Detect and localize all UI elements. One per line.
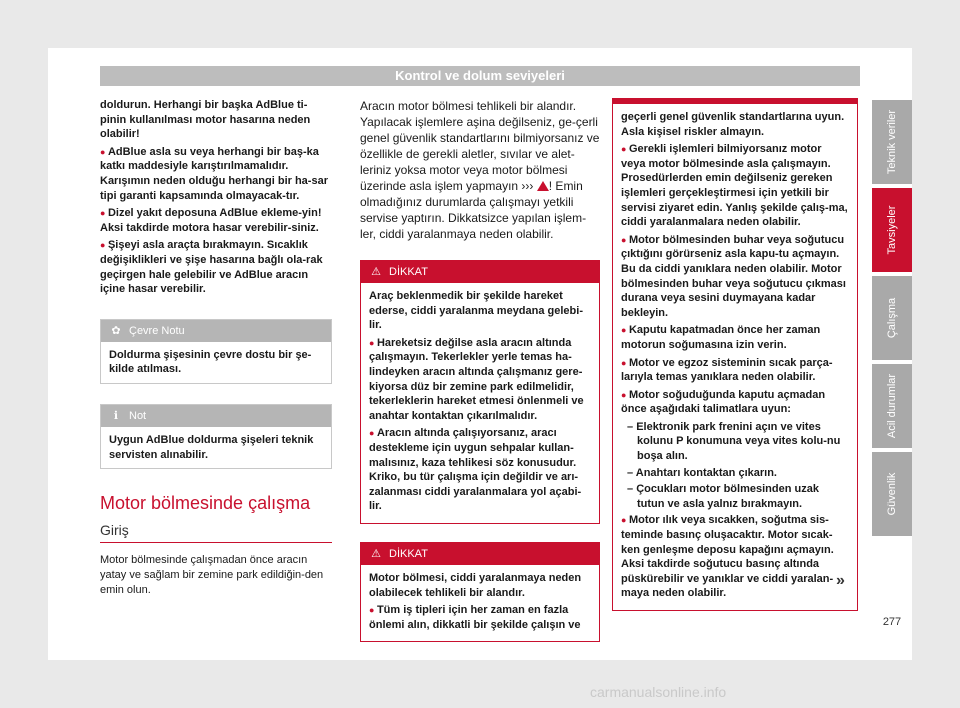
bullet-item: ● AdBlue asla su veya herhangi bir baş-ka katkı maddesiyle karıştırılmamalıdır. Karışımın neden olduğu herhangi bir ha-sar tipi garanti kapsamında olmayacak-tır. bbox=[100, 145, 332, 203]
tab-teknik-veriler[interactable]: Teknik veriler bbox=[872, 100, 912, 184]
dash-item: – Anahtarı kontaktan çıkarın. bbox=[621, 466, 849, 481]
tab-tavsiyeler[interactable]: Tavsiyeler bbox=[872, 188, 912, 272]
eco-note-text: Doldurma şişesinin çevre dostu bir şe-kilde atılması. bbox=[109, 348, 312, 376]
bullet-item: ● Dizel yakıt deposuna AdBlue ekleme-yin! Aksi takdirde motora hasar verebilir-siniz. bbox=[100, 206, 332, 235]
bullet-item: ● Motor soğuduğunda kaputu açmadan önce aşağıdaki talimatlara uyun: bbox=[621, 388, 849, 417]
bullet-item: ● Motor bölmesinden buhar veya soğutucu çıktığını görürseniz asla kapu-tu açmayın. Bu da ciddi yanıklara neden olabilir. Motor bölmesinden buhar veya soğutucu çıkması durana veya sesini duymayana kadar bekleyin. bbox=[621, 233, 849, 321]
warning-header: ⚠ DİKKAT bbox=[361, 261, 599, 283]
warning-lead: Araç beklenmedik bir şekilde hareket ederse, ciddi yaralanma meydana gelebi-lir. bbox=[369, 290, 583, 332]
bullet-item: ● Gerekli işlemleri bilmiyorsanız motor veya motor bölmesinde asla çalışmayın. Prosedürlerden emin değilseniz gereken işlemleri gerçekleştirmesi için yetkili bir servisi ziyaret edin. Yanlış şekilde çalış-ma, ciddi yaralanmalara neden olabilir. bbox=[621, 142, 849, 230]
tab-guvenlik[interactable]: Güvenlik bbox=[872, 452, 912, 536]
warning-body bbox=[613, 104, 857, 610]
dash-item: – Çocukları motor bölmesinden uzak tutun ve asla yalnız bırakmayın. bbox=[621, 482, 849, 511]
page-header: Kontrol ve dolum seviyeleri bbox=[100, 66, 860, 86]
warning-body bbox=[361, 565, 599, 641]
column-1 bbox=[100, 98, 332, 598]
bullet-item: ● Tüm iş tipleri için her zaman en fazla önlemi alın, dikkatli bir şekilde çalışın ve bbox=[369, 603, 591, 632]
eco-note-box bbox=[100, 319, 332, 384]
watermark: carmanualsonline.info bbox=[590, 684, 727, 700]
bullet-item: ● Şişeyi asla araçta bırakmayın. Sıcaklık değişiklikleri ve şişe hasarına bağlı ola-rak geçirgen hale gelebilir ve AdBlue aracın içine hasar verebilir. bbox=[100, 238, 332, 296]
bullet-item: ● Motor ılık veya sıcakken, soğutma sis-teminde basınç oluşacaktır. Motor sıcak-ken genleşme deposu kapağını açmayın. Aksi takdirde soğutucu basınç altında püskürebilir ve yanıklar ve ciddi yaralan-maya neden olabilir. bbox=[621, 513, 849, 601]
eco-note-header: ✿ Çevre Notu bbox=[101, 320, 331, 342]
warning-box-1 bbox=[360, 260, 600, 524]
bullet-item: ● Hareketsiz değilse asla aracın altında çalışmayın. Tekerlekler yerle temas ha-lindeyken aracın altında çalışmanız gere-kiyorsa düz bir zemine park edilmelidir, tekerleklerin hareket etmesi önlenmeli ve anahtar kontaktan çıkarılmalıdır. bbox=[369, 336, 591, 424]
warning-header: ⚠ DİKKAT bbox=[361, 543, 599, 565]
dash-item: – Elektronik park frenini açın ve vites kolunu P konumuna veya vites kolu-nu boşa alın. bbox=[621, 420, 849, 464]
section-title: Motor bölmesinde çalışma bbox=[100, 493, 311, 514]
warning-box-2 bbox=[360, 542, 600, 642]
warning-lead: geçerli genel güvenlik standartlarına uyun. Asla kişisel riskler almayın. bbox=[621, 111, 845, 138]
note-text: Uygun AdBlue doldurma şişeleri teknik servisten alınabilir. bbox=[109, 433, 314, 461]
warning-box-continued bbox=[612, 98, 858, 611]
warning-icon bbox=[537, 181, 549, 191]
paragraph: Aracın motor bölmesi tehlikeli bir alandır. Yapılacak işlemlere aşina değilseniz, ge-çerli genel güvenlik standartlarını bilmiyorsanız ve özellikle de gerekli aletler, sıvılar ve alet-leriniz yoksa motor veya motor bölmesi üzerinde asla işlem yapmayın ››› ! Emin olmadığınız durumlarda çalışmayı yetkili servise yaptırın. Dikkatsizce yapılan işlem-ler, ciddi yaralanmaya neden olabilir. bbox=[360, 99, 600, 241]
bullet-item: ● Aracın altında çalışıyorsanız, aracı destekleme için uygun sehpalar kullan-malısınız, kaza tehlikesi söz konusudur. Kriko, bu tür çalışma için değildir ve arı-zalanması ciddi yaralanmalara yol açabi-lir. bbox=[369, 426, 591, 514]
column-3 bbox=[612, 98, 858, 625]
page-number: 277 bbox=[882, 616, 902, 628]
warning-lead: Motor bölmesi, ciddi yaralanmaya neden olabilecek tehlikeli bir alandır. bbox=[369, 571, 582, 599]
reference-link[interactable]: ››› bbox=[521, 179, 534, 193]
intro-text: Motor bölmesinde çalışmadan önce aracın yatay ve sağlam bir zemine park edildiğin-den emin olun. bbox=[100, 553, 324, 596]
note-header: ℹ Not bbox=[101, 405, 331, 427]
bullet-item: ● Kaputu kapatmadan önce her zaman motorun soğumasına izin verin. bbox=[621, 323, 849, 352]
tab-acil-durumlar[interactable]: Acil durumlar bbox=[872, 364, 912, 448]
note-box bbox=[100, 404, 332, 469]
column-2 bbox=[360, 98, 600, 656]
info-icon: ℹ bbox=[113, 409, 119, 422]
side-tabs bbox=[872, 100, 912, 540]
continued-arrow: » bbox=[836, 572, 845, 589]
paragraph: doldurun. Herhangi bir başka AdBlue ti-pinin kullanılması motor hasarına neden olabilir! bbox=[100, 99, 311, 141]
warning-icon: ⚠ bbox=[371, 547, 381, 560]
tab-calisma[interactable]: Çalışma bbox=[872, 276, 912, 360]
bullet-item: ● Motor ve egzoz sisteminin sıcak parça-larıyla temas yanıklara neden olabilir. bbox=[621, 356, 849, 385]
warning-icon: ⚠ bbox=[371, 266, 381, 278]
sub-title: Giriş bbox=[100, 523, 332, 543]
leaf-icon: ✿ bbox=[111, 324, 121, 337]
warning-body bbox=[361, 283, 599, 523]
